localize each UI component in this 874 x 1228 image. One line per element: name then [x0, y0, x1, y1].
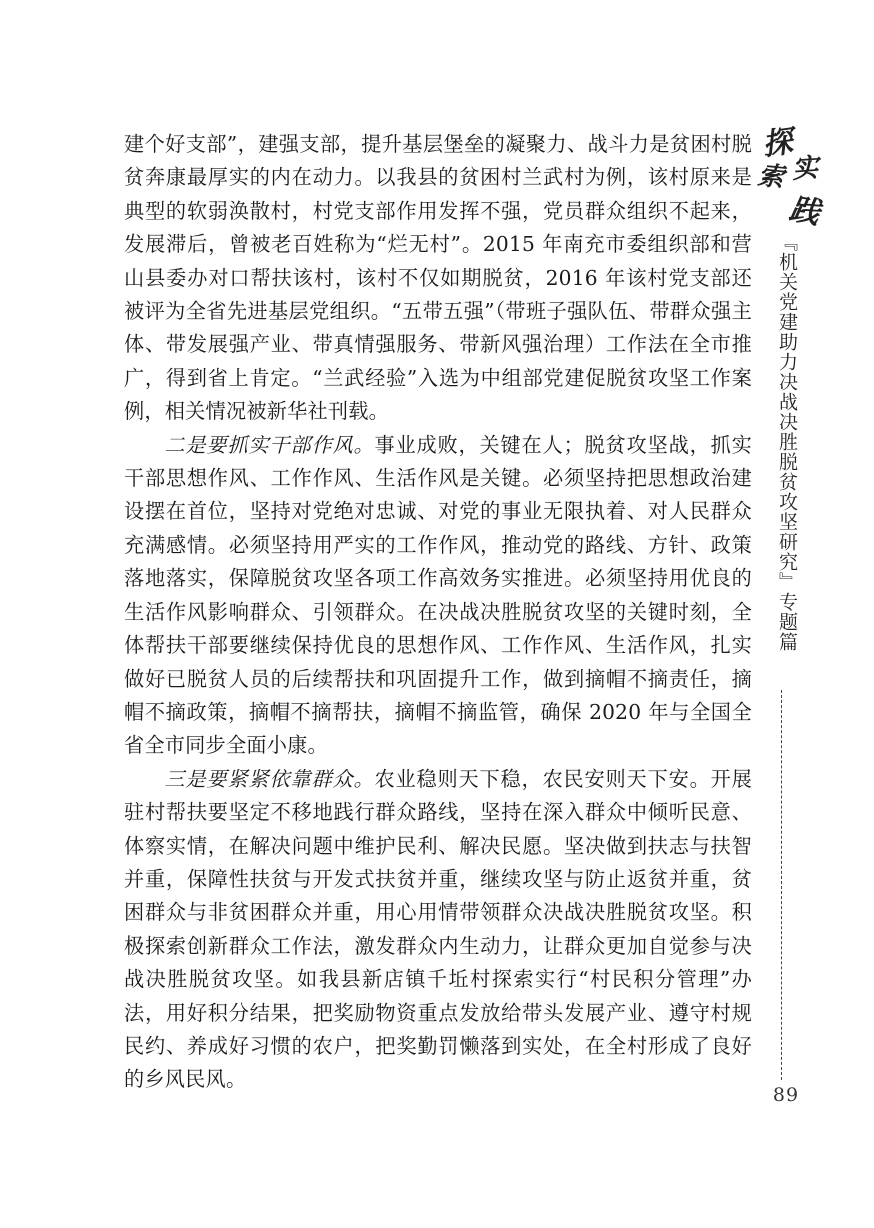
running-side-title: 『机关党建助力决战决胜脱贫攻坚研究』专题篇 [776, 232, 798, 652]
paragraph-1-text: 建个好支部”，建强支部，提升基层堡垒的凝聚力、战斗力是贫困村脱贫奔康最厚实的内在动力。以我县的贫困村兰武村为例，该村原来是典型的软弱涣散村，村党支部作用发挥不强，党员群众组织不起来，发展滞后，曾被老百姓称为“烂无村”。2015 年南充市委组织部和营山县委办对口帮扶该村，该村不仅如期脱贫，2016 年该村党支部还被评为全省先进基层党组织。“五带五强”（带班子强队伍、带群众强主体、带发展强产业、带真情强服务、带新风强治理）工作法在全市推广，得到省上肯定。“兰武经验”入选为中组部党建促脱贫攻坚工作案例，相关情况被新华社刊载。 [124, 132, 752, 424]
section-logo [756, 118, 826, 232]
logo-char-2: 索 [756, 160, 786, 194]
logo-char-1: 探 [760, 124, 795, 163]
paragraph-2-lead: 二是要抓实干部作风。 [164, 432, 375, 457]
logo-char-3: 实 [791, 153, 820, 185]
paragraph-2 [124, 429, 752, 763]
body-text [124, 128, 752, 1097]
margin-divider [781, 690, 782, 1080]
logo-char-4: 践 [786, 191, 823, 232]
paragraph-3-lead: 三是要紧紧依靠群众。 [164, 766, 375, 791]
paragraph-2-text: 事业成败，关键在人；脱贫攻坚战，抓实干部思想作风、工作作风、生活作风是关键。必须坚持把思想政治建设摆在首位，坚持对党绝对忠诚、对党的事业无限执着、对人民群众充满感情。必须坚持用严实的工作作风，推动党的路线、方针、政策落地落实，保障脱贫攻坚各项工作高效务实推进。必须坚持用优良的生活作风影响群众、引领群众。在决战决胜脱贫攻坚的关键时刻，全体帮扶干部要继续保持优良的思想作风、工作作风、生活作风，扎实做好已脱贫人员的后续帮扶和巩固提升工作，做到摘帽不摘责任，摘帽不摘政策，摘帽不摘帮扶，摘帽不摘监管，确保 2020 年与全国全省全市同步全面小康。 [124, 432, 752, 758]
paragraph-1 [124, 128, 752, 429]
paragraph-3-text: 农业稳则天下稳，农民安则天下安。开展驻村帮扶要坚定不移地践行群众路线，坚持在深入群众中倾听民意、体察实情，在解决问题中维护民利、解决民愿。坚决做到扶志与扶智并重，保障性扶贫与开发式扶贫并重，继续攻坚与防止返贫并重，贫困群众与非贫困群众并重，用心用情带领群众决战决胜脱贫攻坚。积极探索创新群众工作法，激发群众内生动力，让群众更加自觉参与决战决胜脱贫攻坚。如我县新店镇千坵村探索实行“村民积分管理”办法，用好积分结果，把奖励物资重点发放给带头发展产业、遵守村规民约、养成好习惯的农户，把奖勤罚懒落到实处，在全村形成了良好的乡风民风。 [124, 766, 752, 1092]
paragraph-3 [124, 763, 752, 1097]
page-number: 89 [772, 1084, 800, 1106]
